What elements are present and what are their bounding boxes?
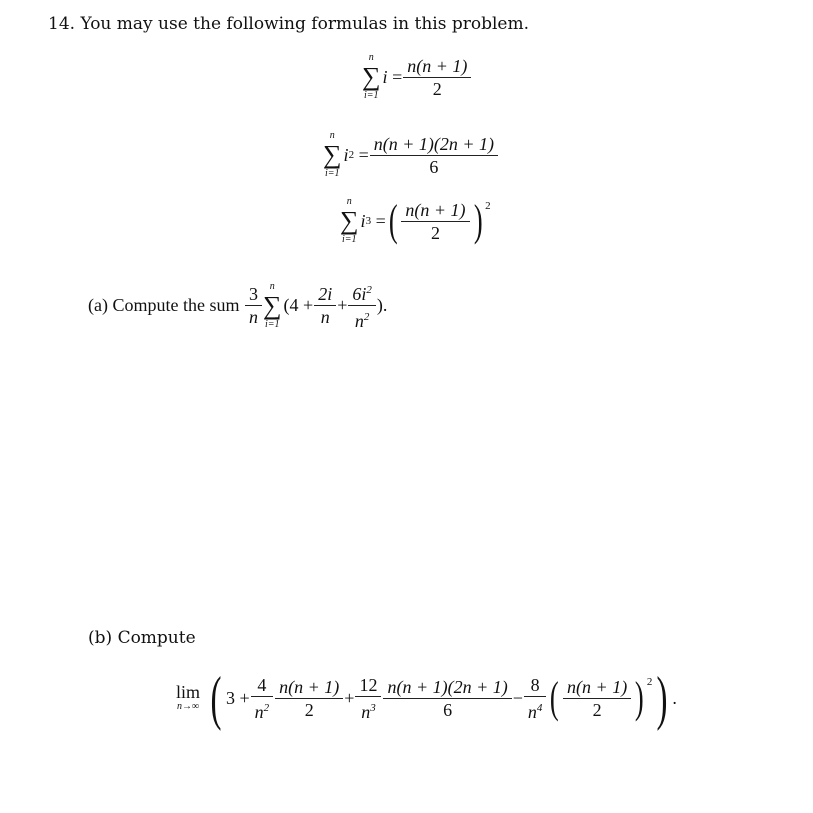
fraction — [253, 675, 272, 722]
formula-sum-i-cubed — [340, 196, 491, 246]
coefficient-fraction — [247, 284, 260, 327]
part-a-label: (a) — [88, 295, 108, 315]
exponent: 2 — [366, 284, 372, 296]
lower-limit: i=1 — [342, 234, 357, 245]
right-paren: ) — [635, 673, 644, 722]
part-a-text: Compute the sum — [112, 295, 240, 315]
right-paren: ) — [656, 665, 668, 731]
open-term: (4 + — [283, 295, 314, 315]
denominator: n — [245, 305, 262, 327]
fraction — [277, 677, 341, 720]
term: i — [343, 144, 349, 165]
term: i — [382, 66, 388, 87]
problem-intro: You may use the following formulas in this problem. — [80, 14, 529, 34]
denominator: 2 — [401, 221, 469, 243]
numerator: n(n + 1) — [279, 676, 340, 697]
problem-number: 14. — [48, 14, 76, 34]
numerator: 3 — [248, 284, 258, 304]
lim: lim — [176, 682, 201, 702]
numerator: 2i — [318, 284, 333, 304]
plus: + — [344, 687, 355, 708]
close-term: ). — [376, 295, 388, 315]
denominator: n — [361, 701, 371, 722]
formula-sum-i — [362, 52, 472, 102]
fraction — [357, 675, 379, 722]
fraction-6i2-n2 — [350, 280, 374, 331]
denominator: 6 — [383, 698, 511, 720]
upper-limit: n — [269, 280, 275, 292]
equals: = — [358, 144, 369, 165]
denominator: n — [254, 701, 264, 722]
denominator: 2 — [403, 77, 471, 99]
numerator: 6i — [352, 284, 367, 304]
exponent: 4 — [536, 701, 543, 714]
term: i — [360, 210, 366, 231]
limit-operator — [176, 683, 200, 713]
lower-limit: i=1 — [325, 168, 340, 179]
upper-limit: n — [346, 196, 352, 207]
numerator: n(n + 1) — [567, 676, 628, 697]
period: . — [672, 687, 677, 708]
right-paren: ) — [473, 196, 483, 245]
numerator: 8 — [530, 674, 540, 695]
part-b-text: Compute — [117, 628, 196, 648]
problem-heading — [48, 14, 529, 34]
sigma: ∑ — [323, 140, 342, 169]
summation — [340, 196, 359, 246]
summation — [323, 130, 342, 180]
numerator: 12 — [359, 674, 378, 695]
exponent: 3 — [365, 215, 372, 227]
three-plus: 3 + — [226, 687, 250, 708]
upper-limit: n — [329, 130, 335, 141]
left-paren: ( — [210, 665, 222, 731]
exponent: 2 — [348, 149, 355, 161]
sigma: ∑ — [340, 206, 359, 235]
exponent: 2 — [646, 676, 653, 688]
exponent: 3 — [370, 701, 376, 714]
equals: = — [392, 66, 403, 87]
formula-sum-i-squared — [323, 130, 499, 180]
exponent: 2 — [263, 701, 270, 714]
plus: + — [337, 295, 348, 315]
denominator: 2 — [275, 698, 343, 720]
limit-expression — [176, 665, 677, 731]
left-paren: ( — [388, 196, 398, 245]
left-paren: ( — [550, 673, 560, 722]
fraction — [526, 675, 545, 722]
outer-exponent: 2 — [485, 200, 491, 212]
fraction — [385, 677, 509, 720]
part-b-label: (b) — [88, 628, 113, 648]
denominator: 2 — [563, 698, 631, 720]
summation — [263, 281, 282, 331]
numerator: n(n + 1) — [407, 55, 468, 76]
fraction — [405, 56, 469, 99]
sigma: ∑ — [362, 62, 381, 91]
upper-limit: n — [368, 52, 374, 63]
denominator: n — [314, 305, 336, 327]
summation — [362, 52, 381, 102]
numerator: n(n + 1)(2n + 1) — [387, 676, 508, 697]
lower-limit: i=1 — [264, 318, 280, 330]
minus: − — [512, 687, 523, 708]
numerator: n(n + 1)(2n + 1) — [373, 133, 494, 154]
part-b — [88, 628, 196, 648]
denominator: 6 — [370, 155, 498, 177]
fraction — [372, 134, 496, 177]
fraction-2i-n — [316, 284, 334, 327]
lim-subscript: n→∞ — [176, 701, 200, 712]
lower-limit: i=1 — [364, 90, 379, 101]
exponent: 2 — [363, 311, 370, 323]
fraction — [403, 200, 467, 243]
denominator: n — [527, 701, 537, 722]
numerator: 4 — [257, 674, 267, 695]
equals: = — [375, 210, 386, 231]
numerator: n(n + 1) — [405, 199, 466, 220]
fraction — [565, 677, 629, 720]
sigma: ∑ — [262, 290, 282, 320]
denominator: n — [354, 311, 364, 331]
part-a — [88, 280, 387, 331]
